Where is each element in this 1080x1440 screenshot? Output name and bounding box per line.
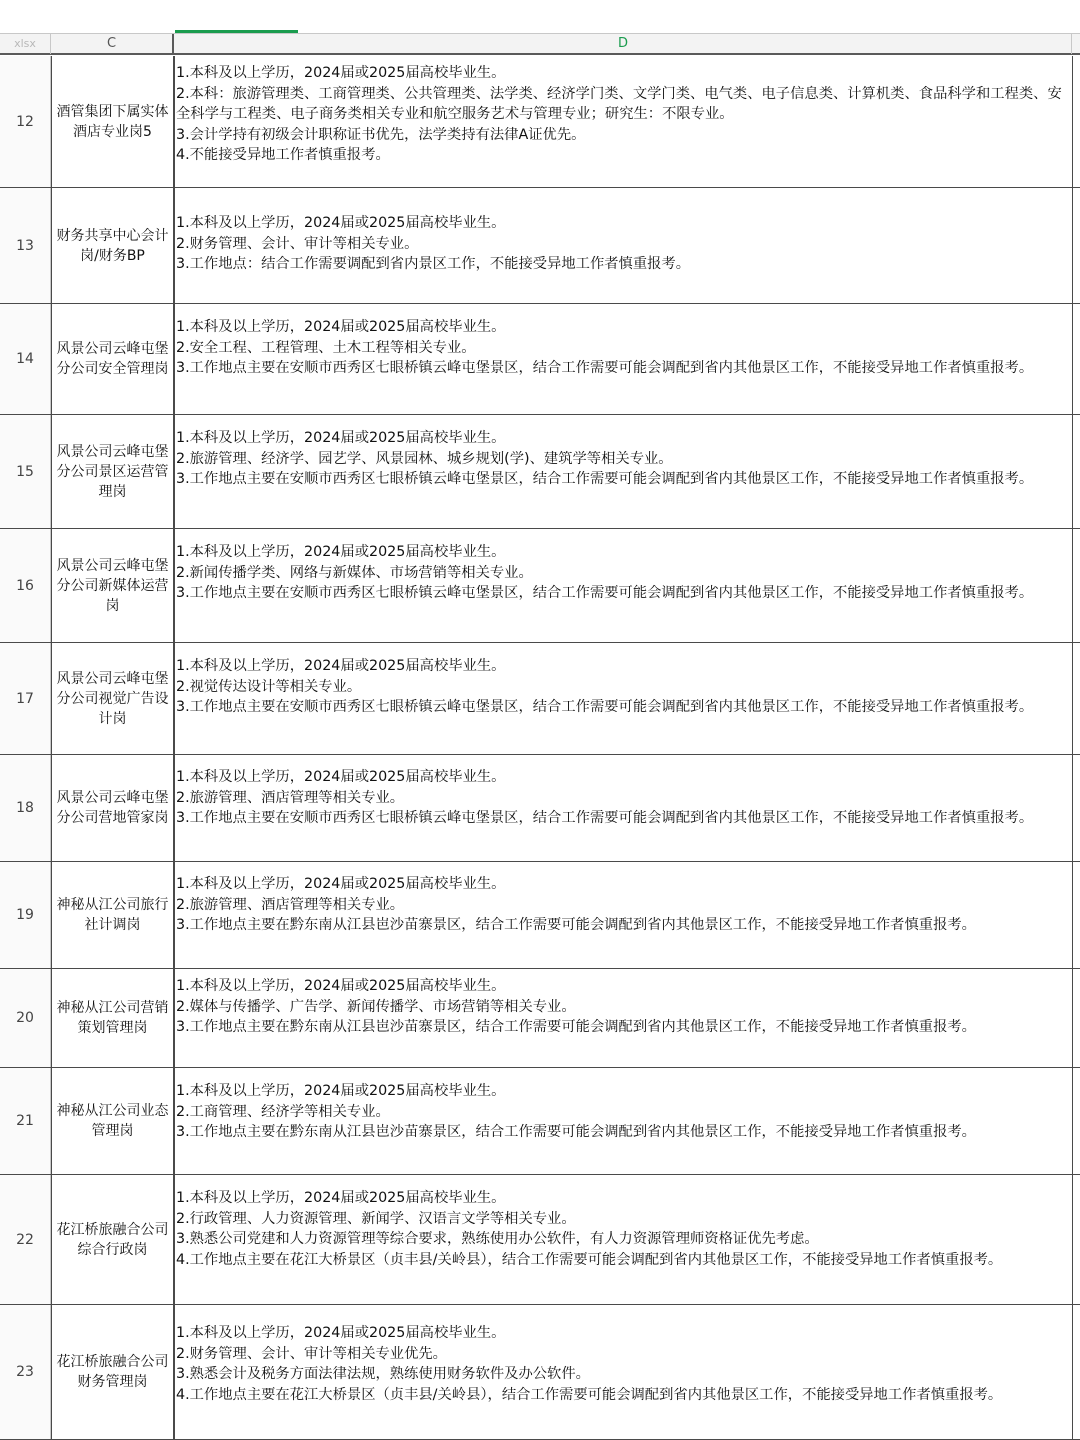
position-name-cell[interactable]: 风景公司云峰屯堡分公司营地管家岗 [51,755,175,861]
row-number[interactable]: 18 [0,755,51,861]
requirements-cell[interactable] [175,862,1073,968]
position-name-cell[interactable]: 花江桥旅融合公司综合行政岗 [51,1175,175,1304]
position-name-cell[interactable]: 风景公司云峰屯堡分公司景区运营管理岗 [51,415,175,528]
requirements-cell[interactable] [175,188,1073,303]
position-name-cell[interactable]: 财务共享中心会计岗/财务BP [51,188,175,303]
requirement-line: 2.行政管理、人力资源管理、新闻学、汉语言文学等相关专业。 [176,1210,576,1227]
row-number[interactable]: 22 [0,1175,51,1304]
column-header-row [0,33,1080,55]
position-name-cell[interactable]: 风景公司云峰屯堡分公司视觉广告设计岗 [51,643,175,754]
requirement-line: 1.本科及以上学历，2024届或2025届高校毕业生。 [176,1083,506,1099]
requirements-cell[interactable] [175,1068,1073,1174]
requirements-cell[interactable] [175,1175,1073,1304]
requirement-line: 2.旅游管理、酒店管理等相关专业。 [176,896,405,913]
position-name-cell[interactable]: 风景公司云峰屯堡分公司安全管理岗 [51,304,175,414]
row-number[interactable]: 13 [0,188,51,303]
position-name-cell[interactable]: 神秘从江公司营销策划管理岗 [51,969,175,1067]
requirement-line: 3.工作地点主要在安顺市西秀区七眼桥镇云峰屯堡景区，结合工作需要可能会调配到省内其他景区工作，不能接受异地工作者慎重报考。 [176,471,1034,487]
position-name-cell[interactable]: 花江桥旅融合公司财务管理岗 [51,1305,175,1439]
requirement-line: 3.工作地点主要在黔东南从江县岜沙苗寨景区，结合工作需要可能会调配到省内其他景区工作，不能接受异地工作者慎重报考。 [176,917,976,933]
requirement-line: 1.本科及以上学历，2024届或2025届高校毕业生。 [176,658,506,674]
table-row [0,643,1080,755]
requirement-line: 2.媒体与传播学、广告学、新闻传播学、市场营销等相关专业。 [176,998,576,1015]
requirement-line: 3.工作地点主要在安顺市西秀区七眼桥镇云峰屯堡景区，结合工作需要可能会调配到省内其他景区工作，不能接受异地工作者慎重报考。 [176,810,1034,826]
requirement-line: 1.本科及以上学历，2024届或2025届高校毕业生。 [176,430,506,446]
column-header-c[interactable]: C [51,34,174,54]
requirement-line: 3.工作地点主要在安顺市西秀区七眼桥镇云峰屯堡景区，结合工作需要可能会调配到省内其他景区工作，不能接受异地工作者慎重报考。 [176,699,1034,715]
requirement-line: 1.本科及以上学历，2024届或2025届高校毕业生。 [176,319,506,335]
row-number[interactable]: 15 [0,415,51,528]
requirement-line: 3.工作地点主要在安顺市西秀区七眼桥镇云峰屯堡景区，结合工作需要可能会调配到省内其他景区工作，不能接受异地工作者慎重报考。 [176,360,1034,376]
row-number[interactable]: 20 [0,969,51,1067]
position-name-cell[interactable]: 风景公司云峰屯堡分公司新媒体运营岗 [51,529,175,642]
requirement-line: 2.旅游管理、酒店管理等相关专业。 [176,789,405,806]
requirements-cell[interactable] [175,1305,1073,1439]
requirements-cell[interactable] [175,755,1073,861]
requirement-line: 4.工作地点主要在花江大桥景区（贞丰县/关岭县），结合工作需要可能会调配到省内其他景区工作，不能接受异地工作者慎重报考。 [176,1386,1003,1403]
row-number[interactable]: 17 [0,643,51,754]
requirement-line: 3.熟悉会计及税务方面法律法规，熟练使用财务软件及办公软件。 [176,1366,590,1382]
requirement-line: 1.本科及以上学历，2024届或2025届高校毕业生。 [176,544,506,560]
column-header-d[interactable]: D [175,34,1072,54]
requirements-cell[interactable] [175,415,1073,528]
requirements-cell[interactable] [175,969,1073,1067]
position-name-cell[interactable]: 神秘从江公司业态管理岗 [51,1068,175,1174]
position-name-cell[interactable]: 神秘从江公司旅行社计调岗 [51,862,175,968]
row-number[interactable]: 23 [0,1305,51,1439]
requirement-line: 1.本科及以上学历，2024届或2025届高校毕业生。 [176,215,506,231]
table-row [0,188,1080,304]
table-row [0,1305,1080,1440]
requirements-cell[interactable] [175,56,1073,187]
position-name-cell[interactable]: 酒管集团下属实体酒店专业岗5 [51,56,175,187]
requirement-line: 3.工作地点主要在安顺市西秀区七眼桥镇云峰屯堡景区，结合工作需要可能会调配到省内其他景区工作，不能接受异地工作者慎重报考。 [176,585,1034,601]
requirements-cell[interactable] [175,529,1073,642]
requirements-cell[interactable] [175,304,1073,414]
requirement-line: 1.本科及以上学历，2024届或2025届高校毕业生。 [176,769,506,785]
requirement-line: 3.工作地点主要在黔东南从江县岜沙苗寨景区，结合工作需要可能会调配到省内其他景区工作，不能接受异地工作者慎重报考。 [176,1124,976,1140]
requirement-line: 2.视觉传达设计等相关专业。 [176,678,362,695]
requirement-line: 1.本科及以上学历，2024届或2025届高校毕业生。 [176,876,506,892]
table-row [0,755,1080,862]
row-number[interactable]: 12 [0,56,51,187]
row-number[interactable]: 21 [0,1068,51,1174]
requirement-line: 3.会计学持有初级会计职称证书优先，法学类持有法律A证优先。 [176,126,586,143]
table-row [0,304,1080,415]
table-row [0,1068,1080,1175]
table-row [0,415,1080,529]
table-row [0,969,1080,1068]
table-row [0,862,1080,969]
requirements-cell[interactable] [175,643,1073,754]
row-number[interactable]: 14 [0,304,51,414]
row-number[interactable]: 16 [0,529,51,642]
requirement-line: 3.工作地点主要在黔东南从江县岜沙苗寨景区，结合工作需要可能会调配到省内其他景区工作，不能接受异地工作者慎重报考。 [176,1019,976,1035]
table-row [0,56,1080,188]
requirement-line: 1.本科及以上学历，2024届或2025届高校毕业生。 [176,1325,506,1341]
requirement-line: 4.工作地点主要在花江大桥景区（贞丰县/关岭县），结合工作需要可能会调配到省内其他景区工作，不能接受异地工作者慎重报考。 [176,1251,1003,1268]
table-row [0,529,1080,643]
requirement-line: 1.本科及以上学历，2024届或2025届高校毕业生。 [176,978,506,994]
requirement-line: 2.财务管理、会计、审计等相关专业。 [176,235,419,252]
requirement-line: 1.本科及以上学历，2024届或2025届高校毕业生。 [176,1190,506,1206]
requirement-line: 2.安全工程、工程管理、土木工程等相关专业。 [176,339,476,356]
table-row [0,1175,1080,1305]
requirement-line: 2.财务管理、会计、审计等相关专业优先。 [176,1345,447,1362]
row-number[interactable]: 19 [0,862,51,968]
requirement-line: 2.本科：旅游管理类、工商管理类、公共管理类、法学类、经济学门类、文学门类、电气类、电子信息类、计算机类、食品科学和工程类、安全科学与工程类、电子商务类相关专业和航空服务艺术与管理专业；研究生：不限专业。 [176,85,1062,122]
requirement-line: 1.本科及以上学历，2024届或2025届高校毕业生。 [176,65,506,81]
select-all-corner[interactable]: xlsx [0,34,51,54]
requirement-line: 2.新闻传播学类、网络与新媒体、市场营销等相关专业。 [176,564,533,581]
requirement-line: 3.熟悉公司党建和人力资源管理等综合要求，熟练使用办公软件，有人力资源管理师资格证优先考虑。 [176,1231,819,1247]
requirement-line: 2.工商管理、经济学等相关专业。 [176,1103,390,1120]
requirement-line: 4.不能接受异地工作者慎重报考。 [176,147,390,163]
requirement-line: 3.工作地点：结合工作需要调配到省内景区工作，不能接受异地工作者慎重报考。 [176,256,691,272]
requirement-line: 2.旅游管理、经济学、园艺学、风景园林、城乡规划(学)、建筑学等相关专业。 [176,450,673,467]
